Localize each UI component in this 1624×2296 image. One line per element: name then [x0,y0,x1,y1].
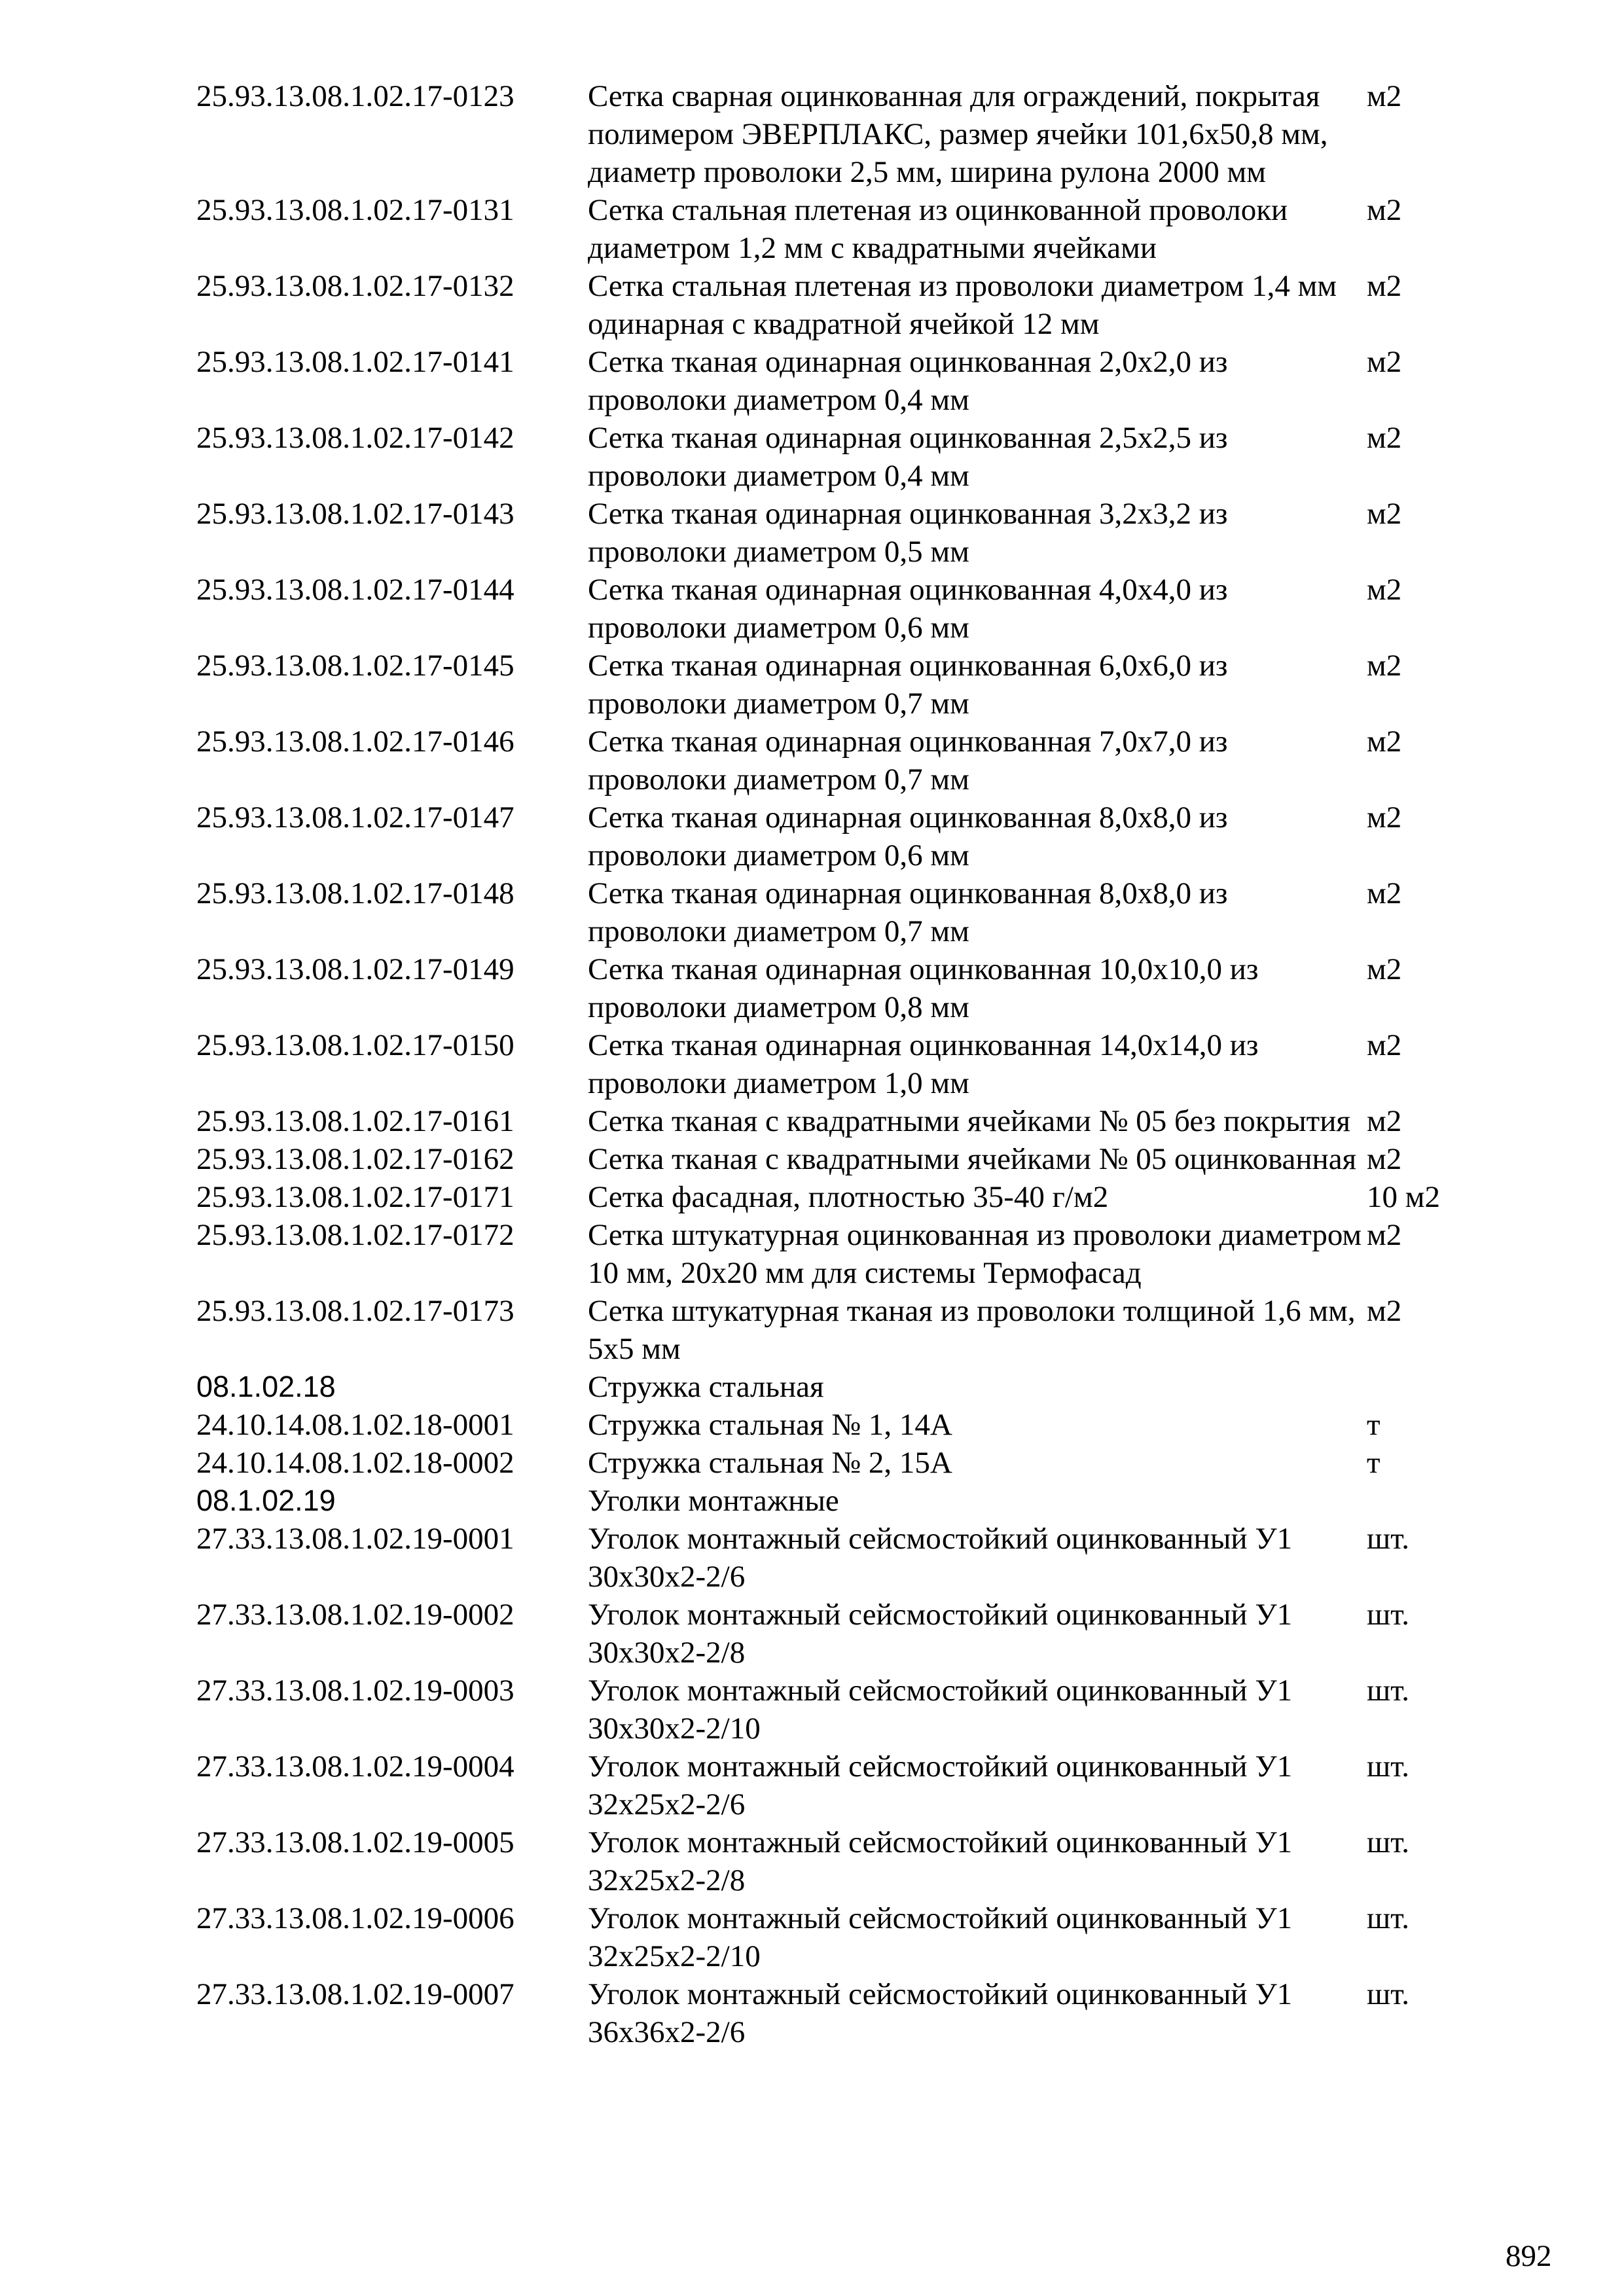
resource-name: Уголок монтажный сейсмостойкий оцинкованный У1 30х30х2-2/6 [588,1522,1293,1594]
resource-code: 25.93.13.08.1.02.17-0143 [196,497,514,531]
table-row [196,495,1492,571]
resource-unit: шт. [1367,1674,1409,1708]
resource-code: 25.93.13.08.1.02.17-0146 [196,725,514,759]
resource-name: Сетка тканая одинарная оцинкованная 2,5х2,5 из проволоки диаметром 0,4 мм [588,421,1228,493]
resource-name: Сетка фасадная, плотностью 35-40 г/м2 [588,1180,1109,1214]
resource-code: 27.33.13.08.1.02.19-0005 [196,1825,514,1859]
resource-code: 25.93.13.08.1.02.17-0147 [196,800,514,834]
resource-code: 25.93.13.08.1.02.17-0144 [196,573,514,607]
resource-unit: м2 [1367,1104,1402,1138]
catalog-body [196,77,1492,2051]
resource-name: Уголок монтажный сейсмостойкий оцинкованный У1 32х25х2-2/6 [588,1749,1293,1821]
resource-unit: шт. [1367,1977,1409,2011]
resource-unit: м2 [1367,497,1402,531]
resource-unit: шт. [1367,1825,1409,1859]
resource-name: Сетка тканая одинарная оцинкованная 8,0х8,0 из проволоки диаметром 0,7 мм [588,876,1228,948]
resource-name: Стружка стальная № 2, 15А [588,1446,952,1480]
group-row [196,1482,1492,1520]
resource-unit: шт. [1367,1901,1409,1935]
resource-name: Сетка тканая с квадратными ячейками № 05 оцинкованная [588,1142,1357,1176]
resource-unit: м2 [1367,345,1402,379]
resource-code: 25.93.13.08.1.02.17-0141 [196,345,514,379]
resource-code: 08.1.02.19 [196,1484,336,1517]
resource-unit: м2 [1367,649,1402,683]
resource-code: 25.93.13.08.1.02.17-0173 [196,1294,514,1328]
resource-code: 25.93.13.08.1.02.17-0148 [196,876,514,910]
page-number: 892 [1506,2239,1552,2273]
resource-name: Сетка стальная плетеная из оцинкованной проволоки диаметром 1,2 мм с квадратными ячейками [588,193,1288,265]
table-row [196,1102,1492,1140]
resource-unit: м2 [1367,1218,1402,1252]
resource-unit: м2 [1367,800,1402,834]
resource-code: 24.10.14.08.1.02.18-0002 [196,1446,514,1480]
resource-name: Сетка тканая одинарная оцинкованная 14,0х14,0 из проволоки диаметром 1,0 мм [588,1028,1259,1100]
resource-unit: шт. [1367,1522,1409,1556]
resource-name: Сетка тканая одинарная оцинкованная 10,0х10,0 из проволоки диаметром 0,8 мм [588,952,1259,1024]
resource-name: Сетка тканая одинарная оцинкованная 4,0х4,0 из проволоки диаметром 0,6 мм [588,573,1228,645]
resource-unit: м2 [1367,876,1402,910]
resource-unit: т [1367,1408,1380,1442]
resource-unit: м2 [1367,725,1402,759]
table-row [196,798,1492,874]
resource-name: Сетка стальная плетеная из проволоки диаметром 1,4 мм одинарная с квадратной ячейкой 12 мм [588,269,1337,341]
resource-code: 25.93.13.08.1.02.17-0161 [196,1104,514,1138]
resource-unit: шт. [1367,1749,1409,1784]
resource-unit: 10 м2 [1367,1180,1440,1214]
resource-name: Сетка штукатурная тканая из проволоки толщиной 1,6 мм, 5х5 мм [588,1294,1356,1366]
resource-code: 27.33.13.08.1.02.19-0002 [196,1598,514,1632]
resource-name: Уголок монтажный сейсмостойкий оцинкованный У1 32х25х2-2/10 [588,1901,1293,1973]
table-row [196,1292,1492,1368]
table-row [196,1899,1492,1975]
table-row [196,1026,1492,1102]
resource-name: Уголок монтажный сейсмостойкий оцинкованный У1 30х30х2-2/8 [588,1598,1293,1670]
table-row [196,874,1492,950]
table-row [196,267,1492,343]
resource-name: Сетка тканая одинарная оцинкованная 8,0х8,0 из проволоки диаметром 0,6 мм [588,800,1228,872]
table-row [196,1406,1492,1444]
resource-unit: м2 [1367,1142,1402,1176]
table-row [196,1672,1492,1748]
resource-unit: м2 [1367,1028,1402,1062]
resource-name: Сетка сварная оцинкованная для ограждений, покрытая полимером ЭВЕРПЛАКС, размер ячейки 101,6х50,8 мм, диаметр проволоки 2,5 мм, ширина рулона 2000 мм [588,79,1328,189]
resource-unit: м2 [1367,952,1402,986]
resource-code: 25.93.13.08.1.02.17-0123 [196,79,514,113]
resource-name: Уголки монтажные [588,1484,839,1518]
resource-name: Сетка тканая с квадратными ячейками № 05 без покрытия [588,1104,1350,1138]
resource-unit: м2 [1367,269,1402,303]
resource-code: 27.33.13.08.1.02.19-0004 [196,1749,514,1784]
resource-code: 25.93.13.08.1.02.17-0132 [196,269,514,303]
resource-code: 25.93.13.08.1.02.17-0131 [196,193,514,227]
table-row [196,1823,1492,1899]
resource-name: Сетка тканая одинарная оцинкованная 2,0х2,0 из проволоки диаметром 0,4 мм [588,345,1228,417]
resource-name: Сетка тканая одинарная оцинкованная 6,0х6,0 из проволоки диаметром 0,7 мм [588,649,1228,721]
resource-name: Сетка тканая одинарная оцинкованная 3,2х3,2 из проволоки диаметром 0,5 мм [588,497,1228,569]
resource-name: Уголок монтажный сейсмостойкий оцинкованный У1 30х30х2-2/10 [588,1674,1293,1746]
resource-code: 25.93.13.08.1.02.17-0162 [196,1142,514,1176]
resource-code: 25.93.13.08.1.02.17-0149 [196,952,514,986]
table-row [196,1140,1492,1178]
table-row [196,1520,1492,1596]
resource-code: 25.93.13.08.1.02.17-0145 [196,649,514,683]
table-row [196,1216,1492,1292]
resource-unit: м2 [1367,421,1402,455]
resource-code: 24.10.14.08.1.02.18-0001 [196,1408,514,1442]
resource-unit: шт. [1367,1598,1409,1632]
table-row [196,571,1492,647]
resource-unit: т [1367,1446,1380,1480]
table-row [196,343,1492,419]
resource-name: Сетка штукатурная оцинкованная из проволоки диаметром 10 мм, 20х20 мм для системы Термофасад [588,1218,1362,1290]
resource-unit: м2 [1367,1294,1402,1328]
table-row [196,647,1492,723]
resource-code: 27.33.13.08.1.02.19-0007 [196,1977,514,2011]
resource-code: 25.93.13.08.1.02.17-0150 [196,1028,514,1062]
resource-name: Уголок монтажный сейсмостойкий оцинкованный У1 32х25х2-2/8 [588,1825,1293,1897]
resource-code: 27.33.13.08.1.02.19-0001 [196,1522,514,1556]
resource-name: Уголок монтажный сейсмостойкий оцинкованный У1 36х36х2-2/6 [588,1977,1293,2049]
resource-unit [1367,1482,1492,1520]
table-row [196,1596,1492,1672]
table-row [196,950,1492,1026]
resource-code: 25.93.13.08.1.02.17-0171 [196,1180,514,1214]
table-row [196,1444,1492,1482]
table-row [196,1178,1492,1216]
table-row [196,77,1492,191]
table-row [196,1975,1492,2051]
table-row [196,191,1492,267]
resource-unit: м2 [1367,193,1402,227]
resource-name: Стружка стальная № 1, 14А [588,1408,952,1442]
table-row [196,419,1492,495]
catalog-table [196,77,1492,2051]
resource-unit: м2 [1367,573,1402,607]
group-row [196,1368,1492,1406]
resource-name: Стружка стальная [588,1370,824,1404]
resource-code: 08.1.02.18 [196,1370,336,1403]
resource-unit: м2 [1367,79,1402,113]
resource-name: Сетка тканая одинарная оцинкованная 7,0х7,0 из проволоки диаметром 0,7 мм [588,725,1228,797]
table-row [196,723,1492,798]
resource-code: 27.33.13.08.1.02.19-0003 [196,1674,514,1708]
resource-unit [1367,1368,1492,1406]
resource-code: 27.33.13.08.1.02.19-0006 [196,1901,514,1935]
resource-code: 25.93.13.08.1.02.17-0142 [196,421,514,455]
resource-code: 25.93.13.08.1.02.17-0172 [196,1218,514,1252]
table-row [196,1748,1492,1823]
